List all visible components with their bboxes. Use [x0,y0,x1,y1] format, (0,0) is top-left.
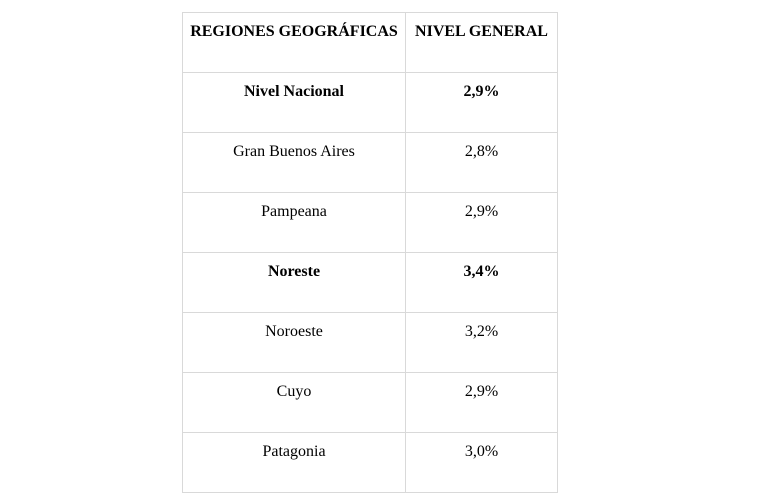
region-cell: Nivel Nacional [183,73,406,133]
value-cell: 3,2% [406,313,558,373]
table-row [183,193,558,253]
value-cell: 3,0% [406,433,558,493]
table-row [183,433,558,493]
value-cell: 2,8% [406,133,558,193]
table-row [183,373,558,433]
region-cell: Noroeste [183,313,406,373]
regions-table-container [182,12,558,493]
column-header-nivel-general: NIVEL GENERAL [406,13,558,73]
region-cell: Gran Buenos Aires [183,133,406,193]
regions-table [182,12,558,493]
column-header-regiones: REGIONES GEOGRÁFICAS [183,13,406,73]
region-cell: Cuyo [183,373,406,433]
value-cell: 2,9% [406,373,558,433]
region-cell: Patagonia [183,433,406,493]
table-row [183,313,558,373]
table-row [183,73,558,133]
region-cell: Noreste [183,253,406,313]
value-cell: 3,4% [406,253,558,313]
table-row [183,133,558,193]
value-cell: 2,9% [406,193,558,253]
value-cell: 2,9% [406,73,558,133]
region-cell: Pampeana [183,193,406,253]
table-header-row [183,13,558,73]
table-row [183,253,558,313]
